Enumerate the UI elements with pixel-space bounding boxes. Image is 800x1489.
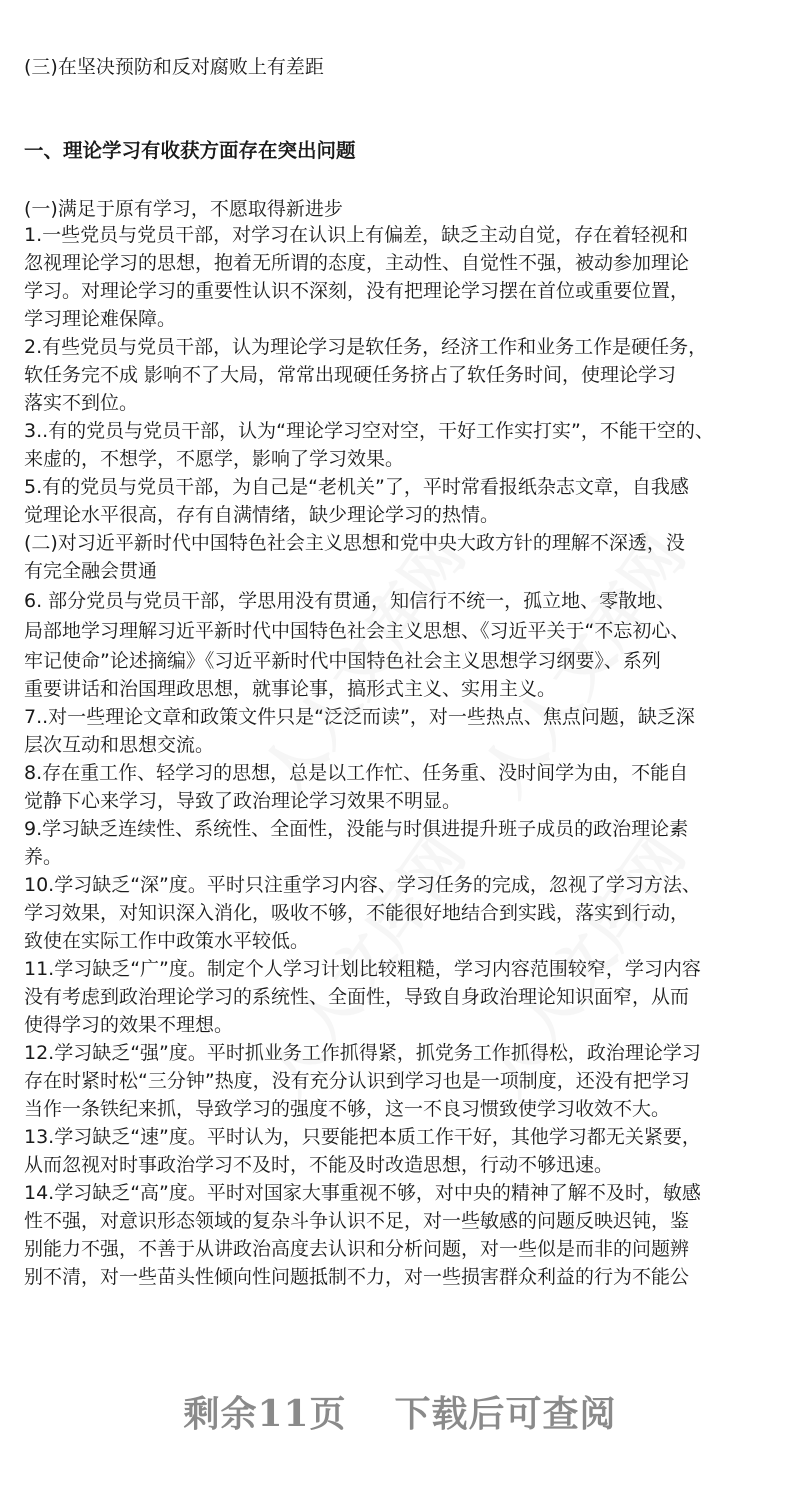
text-line: 牢记使命”论述摘编》《习近平新时代中国特色社会主义思想学习纲要》、系列 [24, 650, 661, 672]
download-to-view-label: 下载后可查阅 [394, 1393, 617, 1435]
chapter-heading: 一、理论学习有收获方面存在突出问题 [24, 139, 356, 162]
text-line: 5.有的党员与党员干部，为自己是“老机关”了，平时常看报纸杂志文章，自我感 [24, 476, 689, 498]
text-line: 3..有的党员与党员干部，认为“理论学习空对空，干好工作实打实”，不能干空的、 [24, 420, 714, 442]
text-line: 存在时紧时松“三分钟”热度，没有充分认识到学习也是一项制度，还没有把学习 [24, 1070, 690, 1092]
text-line: 8.存在重工作、轻学习的思想，总是以工作忙、任务重、没时间学为由，不能自 [24, 762, 689, 784]
text-line: 使得学习的效果不理想。 [24, 1014, 234, 1036]
text-line: 9.学习缺乏连续性、系统性、全面性，没能与时俱进提升班子成员的政治理论素 [24, 818, 689, 840]
remaining-pages-label: 剩余11页 [183, 1393, 347, 1435]
text-line: 养。 [24, 846, 63, 868]
text-line: 学习。对理论学习的重要性认识不深刻，没有把理论学习摆在首位或重要位置， [24, 280, 690, 302]
text-line: 14.学习缺乏“高”度。平时对国家大事重视不够，对中央的精神了解不及时，敏感 [24, 1182, 701, 1204]
subsection-heading: (二)对习近平新时代中国特色社会主义思想和党中央大政方针的理解不深透，没 [24, 532, 685, 554]
text-line: 学习效果，对知识深入消化，吸收不够，不能很好地结合到实践，落实到行动， [24, 902, 690, 924]
text-line: 致使在实际工作中政策水平较低。 [24, 930, 310, 952]
text-line: 1.一些党员与党员干部，对学习在认识上有偏差，缺乏主动自觉，存在着轻视和 [24, 224, 689, 246]
download-prompt-banner[interactable] [0, 1386, 800, 1437]
text-line: 2.有些党员与党员干部，认为理论学习是软任务，经济工作和业务工作是硬任务， [24, 336, 708, 358]
text-line: 没有考虑到政治理论学习的系统性、全面性，导致自身政治理论知识面窄，从而 [24, 986, 690, 1008]
text-line: 性不强，对意识形态领域的复杂斗争认识不足，对一些敏感的问题反映迟钝，鉴 [24, 1210, 690, 1232]
text-line: 13.学习缺乏“速”度。平时认为，只要能把本质工作干好，其他学习都无关紧要， [24, 1126, 701, 1148]
text-line: 7..对一些理论文章和政策文件只是“泛泛而读”，对一些热点、焦点问题，缺乏深 [24, 706, 695, 728]
text-line: 别不清，对一些苗头性倾向性问题抵制不力，对一些损害群众利益的行为不能公 [24, 1266, 690, 1288]
text-line: 重要讲话和治国理政思想，就事论事，搞形式主义、实用主义。 [24, 678, 557, 700]
text-line: 来虚的，不想学，不愿学，影响了学习效果。 [24, 448, 405, 470]
text-line: 觉静下心来学习，导致了政治理论学习效果不明显。 [24, 790, 462, 812]
text-line: 12.学习缺乏“强”度。平时抓业务工作抓得紧，抓党务工作抓得松，政治理论学习 [24, 1042, 701, 1064]
text-line: 层次互动和思想交流。 [24, 734, 215, 756]
section-heading: (三)在坚决预防和反对腐败上有差距 [24, 56, 324, 78]
text-line: 落实不到位。 [24, 392, 139, 414]
text-line: 10.学习缺乏“深”度。平时只注重学习内容、学习任务的完成，忽视了学习方法、 [24, 874, 701, 896]
text-line: 别能力不强，不善于从讲政治高度去认识和分析问题，对一些似是而非的问题辨 [24, 1238, 690, 1260]
text-line: 忽视理论学习的思想，抱着无所谓的态度，主动性、自觉性不强，被动参加理论 [24, 252, 690, 274]
text-line: 11.学习缺乏“广”度。制定个人学习计划比较粗糙，学习内容范围较窄，学习内容 [24, 958, 701, 980]
text-line: 学习理论难保障。 [24, 308, 177, 330]
text-line: 软任务完不成 影响不了大局，常常出现硬任务挤占了软任务时间，使理论学习 [24, 364, 677, 386]
text-line: 局部地学习理解习近平新时代中国特色社会主义思想、《习近平关于“不忘初心、 [24, 620, 690, 642]
text-line: 从而忽视对时事政治学习不及时，不能及时改造思想，行动不够迅速。 [24, 1154, 614, 1176]
text-line: 有完全融会贯通 [24, 560, 158, 582]
subsection-heading: (一)满足于原有学习，不愿取得新进步 [24, 198, 343, 220]
text-line: 当作一条铁纪来抓，导致学习的强度不够，这一不良习惯致使学习收效不大。 [24, 1098, 671, 1120]
text-line: 6. 部分党员与党员干部，学思用没有贯通，知信行不统一，孤立地、零散地、 [24, 590, 676, 612]
text-line: 觉理论水平很高，存有自满情绪，缺少理论学习的热情。 [24, 504, 500, 526]
